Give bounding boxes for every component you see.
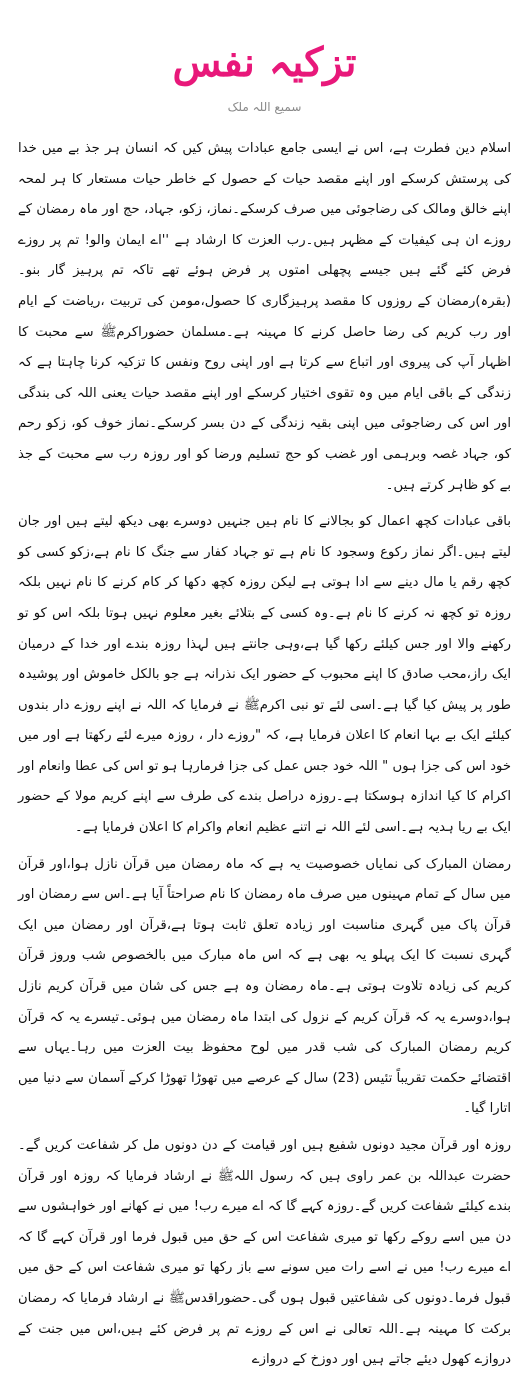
article-title: تزکیہ نفس: [172, 39, 357, 86]
paragraph: اسلام دین فطرت ہے، اس نے ایسی جامع عبادات پیش کیں کہ انسان ہر جذ بے میں خدا کی پرستش کرسکے اور اپنے مقصد حیات کے حصول کے خاطر حیات مستعار کا ہر لمحہ اپنے خالق ومالک کی رضاجوئی میں صرف کرسکے۔نماز، زکو، جہاد، حج اور ماہ رمضان کے روزے ان ہی کیفیات کے مظہر ہیں۔رب العزت کا ارشاد ہے ''اے ایمان والو! تم پر روزے فرض کئے گئے ہیں جیسے پچھلی امتوں پر فرض ہوئے تھے تاکہ تم پرہیز گار بنو۔(بقرہ)رمضان کے روزوں کا مقصد پرہیزگاری کا حصول،مومن کی تربیت ،ریاضت کے ایام اور رب کریم کی رضا حاصل کرنے کا مہینہ ہے۔مسلمان حضوراکرمﷺ سے محبت کا اظہار آپ کی پیروی اور اتباع سے کرتا ہے اور اپنی روح ونفس کا تزکیہ کرنا چاہتا ہے کہ زندگی کے باقی ایام میں وہ تقوی اختیار کرسکے اور اپنے مقصد حیات یعنی اللہ کی بندگی اور اس کی رضاجوئی میں اپنی بقیہ زندگی کے دن بسر کرسکے۔نماز خوف کو، زکو رحم کو، جہاد غصہ وبرہمی اور غضب کو حج تسلیم ورضا کو اور روزہ رب سے محبت کے جذ بے کو ظاہر کرتے ہیں۔: [18, 141, 511, 493]
author-name: سمیع اللہ ملک: [227, 100, 302, 114]
paragraph: باقی عبادات کچھ اعمال کو بجالانے کا نام ہیں جنہیں دوسرے بھی دیکھ لیتے ہیں اور جان لیتے ہیں۔اگر نماز رکوع وسجود کا نام ہے تو جہاد کفار سے جنگ کا نام ہے،زکو کسی کو کچھ رقم یا مال دینے سے ادا ہوتی ہے لیکن روزہ کچھ دکھا کر کام کرنے کا نام نہیں بلکہ روزہ تو کچھ نہ کرنے کا نام ہے۔وہ کسی کے بتلائے بغیر معلوم نہیں ہوتا بلکہ اس کو تو رکھنے والا اور جس کیلئے رکھا گیا ہے،وہی جانتے ہیں لہذا روزہ بندے اور خدا کے درمیان ایک راز،محب صادق کا اپنے محبوب کے حضور ایک نذرانہ ہے جو بالکل خاموش اور پوشیدہ طور پر پیش کیا گیا ہے۔اسی لئے تو نبی اکرمﷺ نے فرمایا کہ اللہ نے اپنے روزے دار بندوں کیلئے ایک بے بہا انعام کا اعلان فرمایا ہے، کہ "روزے دار ، روزہ میرے لئے رکھتا ہے اور میں خود اس کی جزا ہوں " اللہ خود جس عمل کی جزا فرمارہا ہو تو اس کی عطا وانعام اور اکرام کا کیا اندازہ ہوسکتا ہے۔روزہ دراصل بندے کی طرف سے اپنے کریم مولا کے حضور ایک بے ریا ہدیہ ہے۔اسی لئے اللہ نے اتنے عظیم انعام واکرام کا اعلان فرمایا ہے۔: [18, 514, 511, 836]
article-body: [18, 134, 511, 1376]
paragraph: روزہ اور قرآن مجید دونوں شفیع ہیں اور قیامت کے دن دونوں مل کر شفاعت کریں گے۔حضرت عبداللہ بن عمر راوی ہیں کہ رسول اللہﷺ نے ارشاد فرمایا کہ روزہ اور قرآن بندے کیلئے شفاعت کریں گے۔روزہ کہے گا کہ اے میرے رب! میں نے کھانے اور خواہشوں سے دن میں اسے روکے رکھا تو میری شفاعت اس کے حق میں قبول فرما اور قرآن کہے گا کہ اے میرے رب! میں نے اسے رات میں سونے سے باز رکھا تو میری شفاعت اس کے حق میں قبول فرما۔دونوں کی شفاعتیں قبول ہوں گی۔حضوراقدسﷺ نے ارشاد فرمایا کہ رمضان برکت کا مہینہ ہے۔اللہ تعالی نے اس کے روزے تم پر فرض کئے ہیں،اس میں جنت کے دروازے کھول دیئے جاتے ہیں اور دوزخ کے دروازے: [18, 1138, 511, 1368]
paragraph: رمضان المبارک کی نمایاں خصوصیت یہ ہے کہ ماہ رمضان میں قرآن نازل ہوا،اور قرآن میں سال کے تمام مہینوں میں صرف ماہ رمضان کا نام صراحتاً آیا ہے۔اس سے رمضان اور قرآن پاک میں گہری مناسبت اور زیادہ تعلق ثابت ہوتا ہے،قرآن اور رمضان میں ایک گہری نسبت کا ایک پہلو یہ بھی ہے کہ اس ماہ مبارک میں بالخصوص شب وروز قرآن کریم کی زیادہ تلاوت ہوتی ہے۔ماہ رمضان وہ ہے جس کی شان میں قرآن کریم نازل ہوا،دوسرے یہ کہ قرآن کریم کے نزول کی ابتدا ماہ رمضان میں ہوئی۔تیسرے یہ کہ قرآن کریم رمضان المبارک کی شب قدر میں لوح محفوظ بیت العزت میں رہا۔یہاں سے اقتضائے حکمت تقریباً تئیس (23) سال کے عرصے میں تھوڑا تھوڑا کرکے آسمان سے دنیا میں اتارا گیا۔: [18, 856, 512, 1117]
